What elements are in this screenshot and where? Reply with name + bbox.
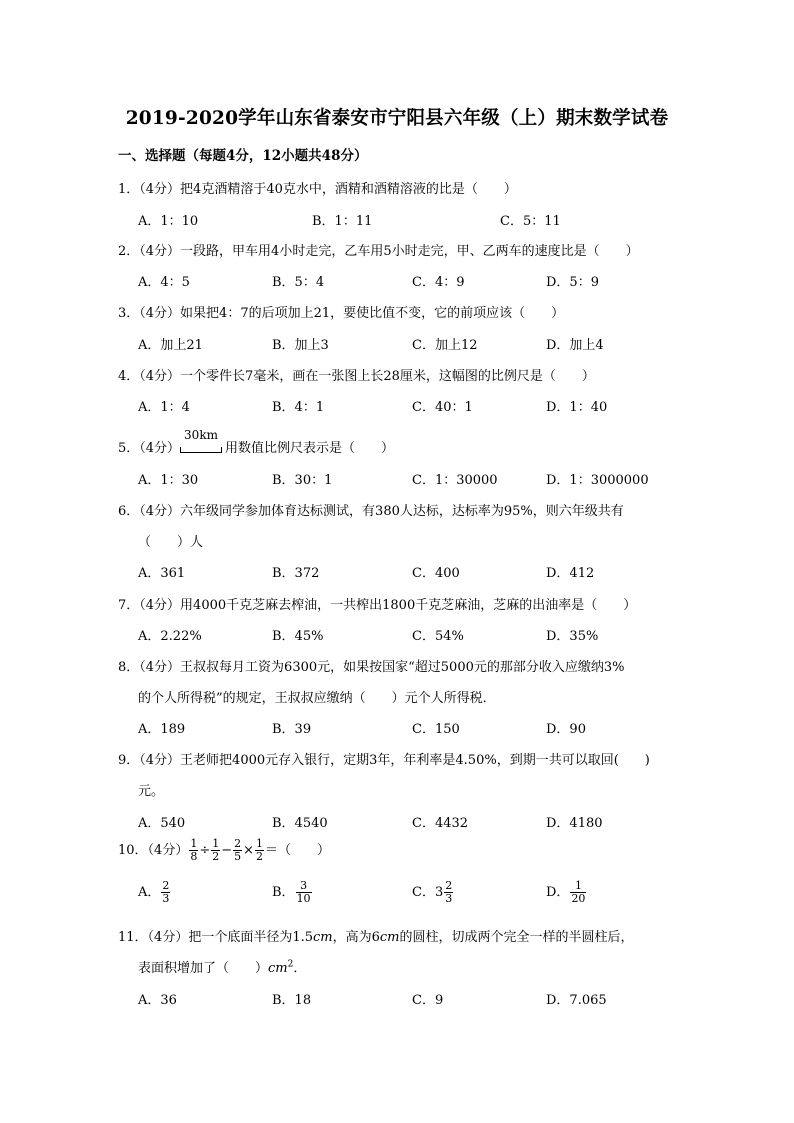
q11-option-c[interactable]: C．9 (412, 993, 444, 1008)
q9-option-d[interactable]: D．4180 (546, 816, 603, 831)
q5-option-a[interactable]: A．1：30 (138, 473, 199, 488)
question-1: 1．（4分）把4克酒精溶于40克水中，酒精和酒精溶液的比是（ ） (118, 182, 517, 197)
q2-option-c[interactable]: C．4：9 (412, 275, 465, 290)
question-9: 9．（4分）王老师把4000元存入银行，定期3年，年利率是4.50%，到期一共可以取回( ) (118, 753, 650, 768)
scale-bar-line (180, 447, 222, 453)
q10-option-a[interactable]: A． $\frac{2}{3}$ (138, 879, 170, 906)
q6-option-d[interactable]: D．412 (546, 566, 595, 581)
page-title: 2019-2020学年山东省泰安市宁阳县六年级（上）期末数学试卷 (125, 108, 669, 129)
q11-option-a[interactable]: A．36 (138, 993, 177, 1008)
question-11: 11．（4分）把一个底面半径为1.5cm，高为6cm的圆柱，切成两个完全一样的半圆柱后， (118, 930, 634, 945)
q4-option-d[interactable]: D．1：40 (546, 400, 608, 415)
question-6: 6．（4分）六年级同学参加体育达标测试，有380人达标，达标率为95%，则六年级共有 (118, 504, 624, 519)
q7-option-a[interactable]: A．2.22% (138, 629, 202, 644)
q9-option-a[interactable]: A．540 (138, 816, 186, 831)
question-2: 2．（4分）一段路，甲车用4小时走完，乙车用5小时走完，甲、乙两车的速度比是（ ） (118, 244, 639, 259)
q5-option-d[interactable]: D．1：3000000 (546, 473, 649, 488)
q10-op-1: ÷ (199, 843, 211, 859)
q5-option-b[interactable]: B．30：1 (272, 473, 333, 488)
question-8: 8．（4分）王叔叔每月工资为6300元，如果按国家“超过5000元的那部分收入应缴纳3% (118, 660, 625, 675)
q10-fraction-3: $\frac{2}{5}$ (234, 837, 242, 864)
q4-option-a[interactable]: A．1：4 (138, 400, 190, 415)
question-5 (118, 428, 395, 456)
question-10 (118, 838, 330, 863)
q5-option-c[interactable]: C．1：30000 (412, 473, 498, 488)
q7-option-c[interactable]: C．54% (412, 629, 464, 644)
q10-fraction-4: $\frac{1}{2}$ (256, 837, 264, 864)
scale-bar-label: 30km (184, 428, 218, 442)
q6-option-c[interactable]: C．400 (412, 566, 460, 581)
question-11-cont: 表面积增加了（ ）$cm^2$． (138, 959, 307, 976)
scale-bar-icon (180, 428, 224, 456)
q3-option-a[interactable]: A．加上21 (138, 338, 203, 353)
q3-option-c[interactable]: C．加上12 (412, 338, 478, 353)
q8-option-b[interactable]: B．39 (272, 722, 312, 737)
q5-prefix: 5．（4分） (118, 441, 181, 456)
q7-option-b[interactable]: B．45% (272, 629, 324, 644)
q9-option-b[interactable]: B．4540 (272, 816, 328, 831)
q1-option-a[interactable]: A．1：10 (138, 214, 199, 229)
q6-option-b[interactable]: B．372 (272, 566, 320, 581)
q10-tail: ＝（ ） (265, 843, 331, 859)
q11-option-b[interactable]: B．18 (272, 993, 312, 1008)
q7-option-d[interactable]: D．35% (546, 629, 599, 644)
q10-fraction-1: $\frac{1}{8}$ (190, 837, 198, 864)
q6-option-a[interactable]: A．361 (138, 566, 186, 581)
q8-option-a[interactable]: A．189 (138, 722, 186, 737)
question-3: 3．（4分）如果把4：7的后项加上21，要使比值不变，它的前项应该（ ） (118, 306, 565, 321)
q11-option-d[interactable]: D．7.065 (546, 993, 607, 1008)
q10-op-2: − (221, 843, 233, 859)
q10-option-b[interactable]: B． $\frac{3}{10}$ (272, 879, 311, 906)
q2-option-d[interactable]: D．5：9 (546, 275, 599, 290)
q8-option-d[interactable]: D．90 (546, 722, 586, 737)
q2-option-a[interactable]: A．4：5 (138, 275, 190, 290)
q8-option-c[interactable]: C．150 (412, 722, 460, 737)
question-8-cont: 的个人所得税”的规定，王叔叔应缴纳（ ）元个人所得税． (138, 691, 496, 706)
q10-op-3: × (243, 843, 255, 859)
q10-fraction-2: $\frac{1}{2}$ (212, 837, 220, 864)
q10-prefix: 10．（4分） (118, 843, 189, 859)
q4-option-b[interactable]: B．4：1 (272, 400, 325, 415)
q5-suffix: 用数值比例尺表示是（ ） (225, 441, 395, 456)
question-6-cont: （ ）人 (138, 535, 204, 550)
section-heading: 一、选择题（每题4分，12小题共48分） (118, 148, 368, 164)
q1-option-c[interactable]: C．5：11 (500, 214, 561, 229)
question-7: 7．（4分）用4000千克芝麻去榨油，一共榨出1800千克芝麻油，芝麻的出油率是（ ） (118, 598, 637, 613)
q2-option-b[interactable]: B．5：4 (272, 275, 325, 290)
q3-option-b[interactable]: B．加上3 (272, 338, 329, 353)
q3-option-d[interactable]: D．加上4 (546, 338, 604, 353)
question-9-cont: 元。 (138, 784, 165, 799)
q1-option-b[interactable]: B．1：11 (312, 214, 373, 229)
question-4: 4．（4分）一个零件长7毫米，画在一张图上长28厘米，这幅图的比例尺是（ ） (118, 369, 595, 384)
q4-option-c[interactable]: C．40：1 (412, 400, 473, 415)
q10-option-c[interactable]: C．3 $\frac{2}{3}$ (412, 879, 453, 906)
q10-option-d[interactable]: D． $\frac{1}{20}$ (546, 879, 586, 906)
q9-option-c[interactable]: C．4432 (412, 816, 469, 831)
